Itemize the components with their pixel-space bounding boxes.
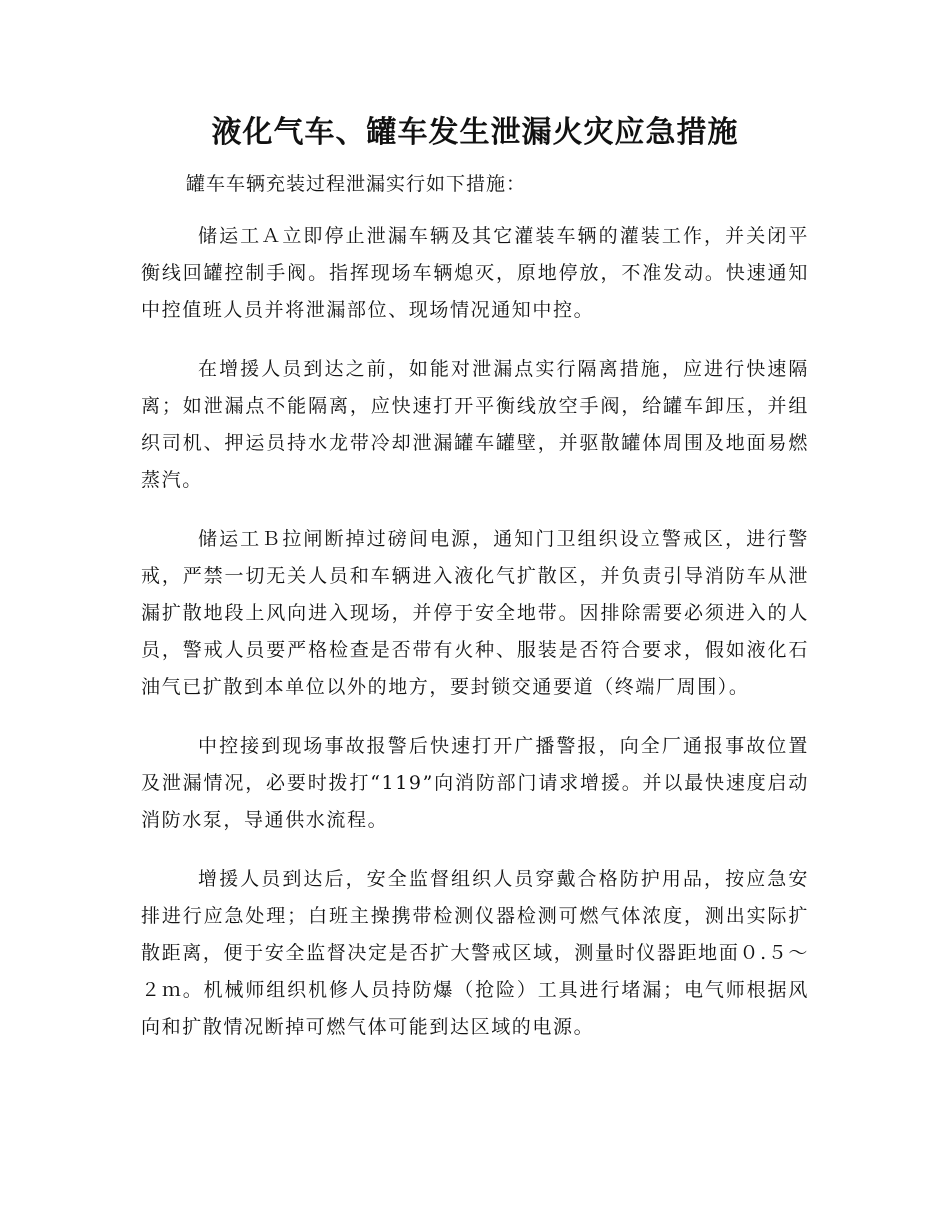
paragraph-central-control: 中控接到现场事故报警后快速打开广播警报，向全厂通报事故位置及泄漏情况，必要时拨打“119”向消防部门请求增援。并以最快速度启动消防水泵，导通供水流程。 <box>141 735 809 831</box>
paragraph-isolation: 在增援人员到达之前，如能对泄漏点实行隔离措施，应进行快速隔离；如泄漏点不能隔离，应快速打开平衡线放空手阀，给罐车卸压，并组织司机、押运员持水龙带冷却泄漏罐车罐壁，并驱散罐体周围及地面易燃蒸汽。 <box>141 358 809 491</box>
paragraph-operator-a: 储运工Ａ立即停止泄漏车辆及其它灌装车辆的灌装工作，并关闭平衡线回罐控制手阀。指挥现场车辆熄灭，原地停放，不准发动。快速通知中控值班人员并将泄漏部位、现场情况通知中控。 <box>141 225 809 321</box>
paragraph-reinforcement: 增援人员到达后，安全监督组织人员穿戴合格防护用品，按应急安排进行应急处理；白班主操携带检测仪器检测可燃气体浓度，测出实际扩散距离，便于安全监督决定是否扩大警戒区域，测量时仪器距地面０.５～２ｍ。机械师组织机修人员持防爆（抢险）工具进行堵漏；电气师根据风向和扩散情况断掉可燃气体可能到达区域的电源。 <box>141 868 809 1038</box>
document-body <box>141 218 809 1068</box>
document-title: 液化气车、罐车发生泄漏火灾应急措施 <box>211 115 739 150</box>
intro-line: 罐车车辆充装过程泄漏实行如下措施： <box>186 173 527 195</box>
paragraph-operator-b: 储运工Ｂ拉闸断掉过磅间电源，通知门卫组织设立警戒区，进行警戒，严禁一切无关人员和车辆进入液化气扩散区，并负责引导消防车从泄漏扩散地段上风向进入现场，并停于安全地带。因排除需要必须进入的人员，警戒人员要严格检查是否带有火种、服装是否符合要求，假如液化石油气已扩散到本单位以外的地方，要封锁交通要道（终端厂周围）。 <box>141 528 809 698</box>
